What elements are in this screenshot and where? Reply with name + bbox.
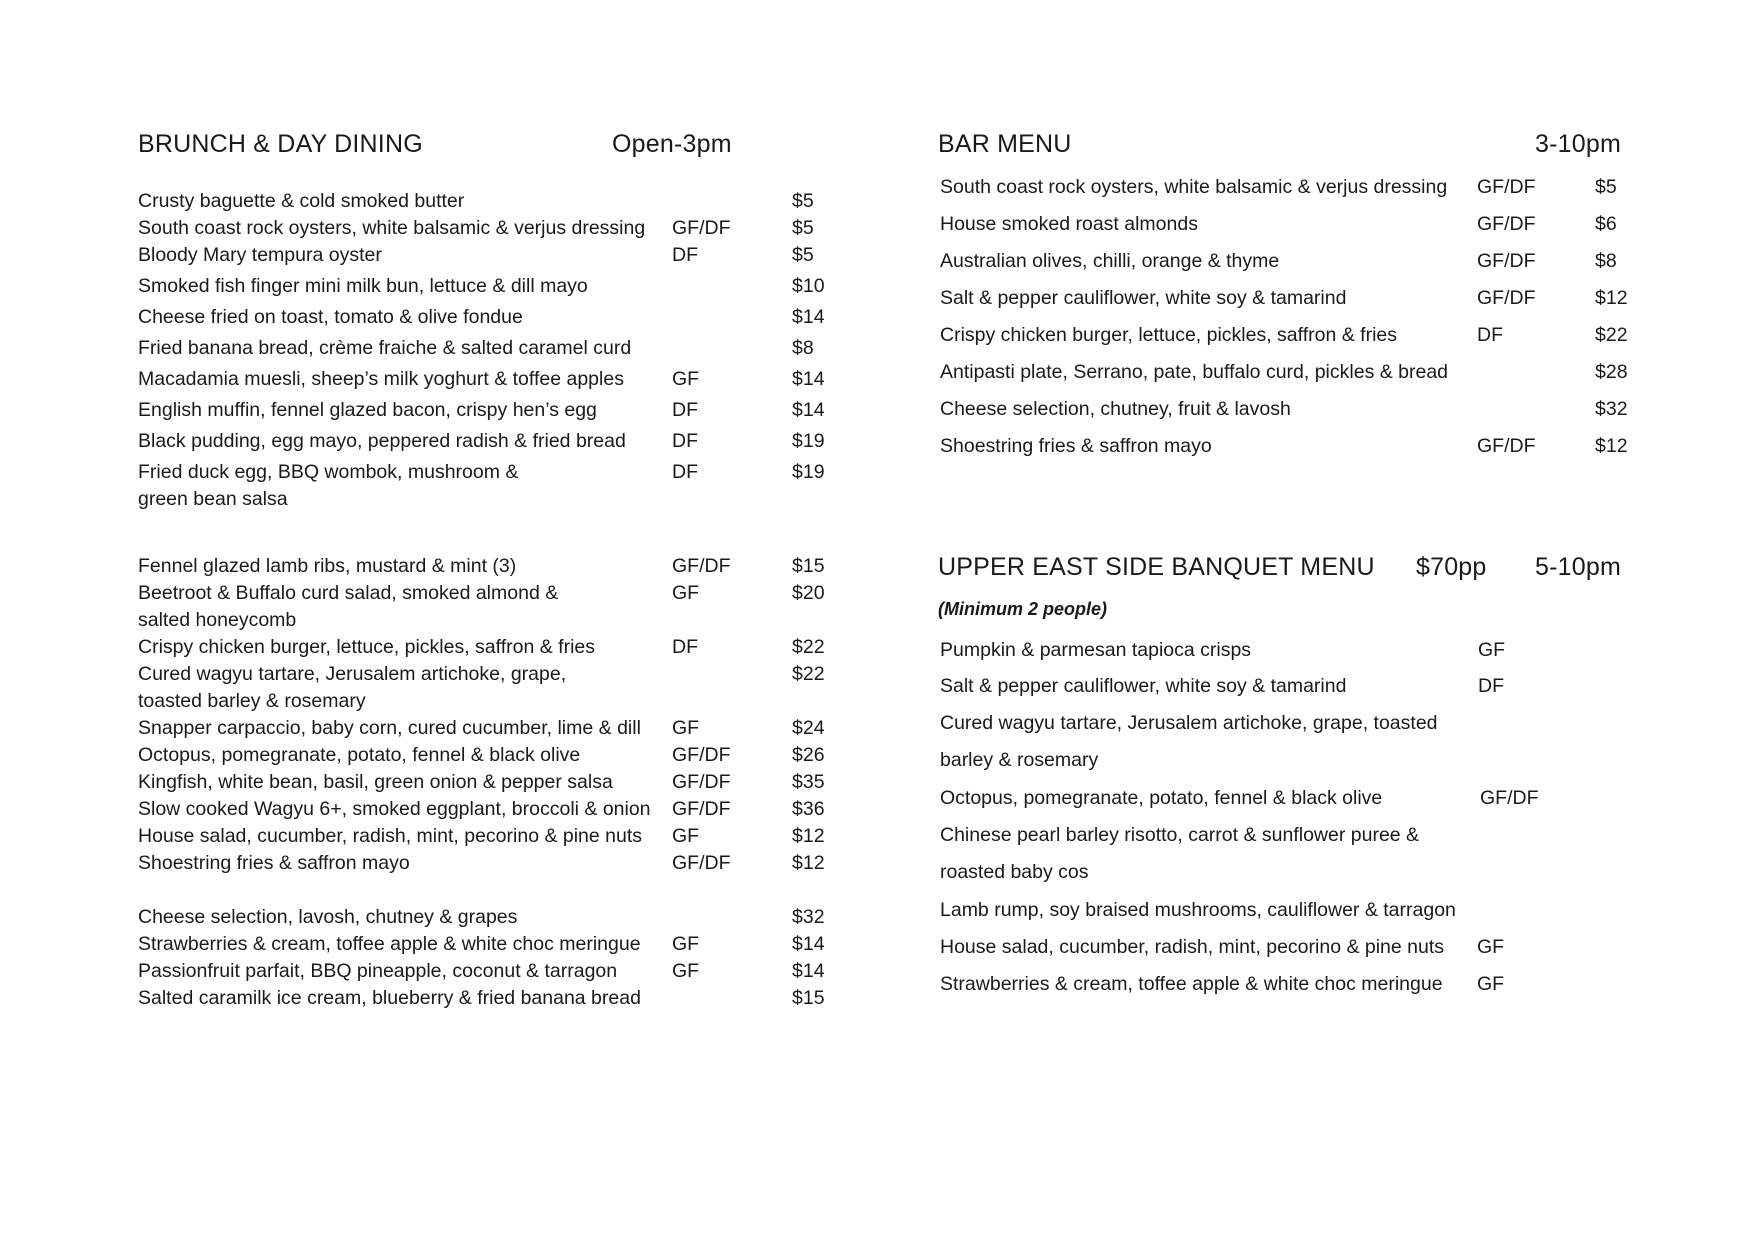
dietary-tag: GF/DF bbox=[672, 798, 731, 820]
dietary-tag: GF/DF bbox=[672, 771, 731, 793]
menu-item-price: $12 bbox=[792, 825, 825, 847]
menu-item-price: $12 bbox=[792, 852, 825, 874]
menu-item-price: $5 bbox=[792, 244, 814, 266]
menu-item-name: Beetroot & Buffalo curd salad, smoked almond & bbox=[138, 582, 559, 604]
menu-item-name-cont: barley & rosemary bbox=[940, 749, 1099, 771]
menu-item-price: $14 bbox=[792, 306, 825, 328]
dietary-tag: GF bbox=[672, 825, 700, 847]
menu-item-name: Shoestring fries & saffron mayo bbox=[940, 435, 1212, 457]
menu-item-price: $36 bbox=[792, 798, 825, 820]
menu-item-name: Bloody Mary tempura oyster bbox=[138, 244, 382, 266]
menu-item-name-cont: salted honeycomb bbox=[138, 609, 297, 631]
dietary-tag: DF bbox=[672, 244, 698, 266]
menu-item-name: Slow cooked Wagyu 6+, smoked eggplant, broccoli & onion bbox=[138, 798, 651, 820]
dietary-tag: GF bbox=[672, 368, 700, 390]
menu-item-price: $20 bbox=[792, 582, 825, 604]
dietary-tag: GF bbox=[672, 960, 700, 982]
menu-item-price: $6 bbox=[1595, 213, 1617, 235]
banquet-hours: 5-10pm bbox=[1535, 553, 1621, 581]
menu-item-name: Fried banana bread, crème fraiche & salted caramel curd bbox=[138, 337, 632, 359]
menu-item-name: Shoestring fries & saffron mayo bbox=[138, 852, 410, 874]
menu-item-price: $19 bbox=[792, 461, 825, 483]
bar-hours: 3-10pm bbox=[1535, 130, 1621, 158]
menu-item-name: Cheese selection, chutney, fruit & lavosh bbox=[940, 398, 1291, 420]
menu-item-price: $19 bbox=[792, 430, 825, 452]
brunch-title: BRUNCH & DAY DINING bbox=[138, 130, 423, 158]
menu-item-price: $28 bbox=[1595, 361, 1628, 383]
menu-item-name: Snapper carpaccio, baby corn, cured cucumber, lime & dill bbox=[138, 717, 641, 739]
menu-item-name: Fennel glazed lamb ribs, mustard & mint (3) bbox=[138, 555, 517, 577]
menu-item-name: Antipasti plate, Serrano, pate, buffalo curd, pickles & bread bbox=[940, 361, 1449, 383]
dietary-tag: DF bbox=[672, 636, 698, 658]
menu-item-name: Octopus, pomegranate, potato, fennel & black olive bbox=[940, 787, 1383, 809]
menu-item-price: $15 bbox=[792, 987, 825, 1009]
dietary-tag: GF bbox=[672, 717, 700, 739]
menu-item-price: $5 bbox=[792, 217, 814, 239]
menu-item-price: $32 bbox=[1595, 398, 1628, 420]
menu-item-name-cont: toasted barley & rosemary bbox=[138, 690, 366, 712]
menu-item-price: $22 bbox=[792, 636, 825, 658]
menu-item-name: Salt & pepper cauliflower, white soy & tamarind bbox=[940, 675, 1347, 697]
menu-item-name: Pumpkin & parmesan tapioca crisps bbox=[940, 639, 1252, 661]
dietary-tag: GF/DF bbox=[1477, 213, 1536, 235]
dietary-tag: GF/DF bbox=[672, 555, 731, 577]
menu-item-name: House smoked roast almonds bbox=[940, 213, 1198, 235]
dietary-tag: GF/DF bbox=[1477, 250, 1536, 272]
menu-item-name: Passionfruit parfait, BBQ pineapple, coconut & tarragon bbox=[138, 960, 618, 982]
dietary-tag: GF/DF bbox=[672, 744, 731, 766]
menu-item-name: Strawberries & cream, toffee apple & white choc meringue bbox=[940, 973, 1443, 995]
menu-item-name-cont: roasted baby cos bbox=[940, 861, 1089, 883]
menu-item-price: $10 bbox=[792, 275, 825, 297]
brunch-hours: Open-3pm bbox=[612, 130, 732, 158]
menu-item-name: Crispy chicken burger, lettuce, pickles, saffron & fries bbox=[138, 636, 596, 658]
menu-item-price: $14 bbox=[792, 399, 825, 421]
dietary-tag: GF bbox=[1477, 973, 1505, 995]
dietary-tag: GF/DF bbox=[1477, 435, 1536, 457]
menu-item-name-cont: green bean salsa bbox=[138, 488, 288, 510]
menu-item-name: Australian olives, chilli, orange & thyme bbox=[940, 250, 1280, 272]
menu-item-name: South coast rock oysters, white balsamic & verjus dressing bbox=[940, 176, 1448, 198]
menu-item-name: Salt & pepper cauliflower, white soy & tamarind bbox=[940, 287, 1347, 309]
menu-item-price: $14 bbox=[792, 960, 825, 982]
banquet-note: (Minimum 2 people) bbox=[938, 599, 1108, 619]
menu-item-name: Cured wagyu tartare, Jerusalem artichoke, grape, toasted bbox=[940, 712, 1438, 734]
dietary-tag: GF bbox=[1478, 639, 1506, 661]
menu-item-price: $26 bbox=[792, 744, 825, 766]
menu-item-name: Macadamia muesli, sheep’s milk yoghurt & toffee apples bbox=[138, 368, 624, 390]
menu-item-name: Strawberries & cream, toffee apple & white choc meringue bbox=[138, 933, 641, 955]
menu-item-name: Crusty baguette & cold smoked butter bbox=[138, 190, 465, 212]
menu-item-name: Chinese pearl barley risotto, carrot & sunflower puree & bbox=[940, 824, 1420, 846]
menu-item-price: $8 bbox=[1595, 250, 1617, 272]
dietary-tag: GF/DF bbox=[672, 217, 731, 239]
menu-item-price: $14 bbox=[792, 368, 825, 390]
dietary-tag: GF bbox=[672, 582, 700, 604]
menu-item-price: $12 bbox=[1595, 435, 1628, 457]
menu-item-name: House salad, cucumber, radish, mint, pecorino & pine nuts bbox=[138, 825, 643, 847]
dietary-tag: DF bbox=[1477, 324, 1503, 346]
menu-item-name: Lamb rump, soy braised mushrooms, cauliflower & tarragon bbox=[940, 899, 1456, 921]
menu-item-name: Smoked fish finger mini milk bun, lettuce & dill mayo bbox=[138, 275, 588, 297]
menu-item-name: Cured wagyu tartare, Jerusalem artichoke, grape, bbox=[138, 663, 567, 685]
menu-item-price: $35 bbox=[792, 771, 825, 793]
menu-item-name: Octopus, pomegranate, potato, fennel & black olive bbox=[138, 744, 581, 766]
menu-item-name: Crispy chicken burger, lettuce, pickles, saffron & fries bbox=[940, 324, 1398, 346]
menu-item-name: Salted caramilk ice cream, blueberry & fried banana bread bbox=[138, 987, 641, 1009]
menu-item-price: $14 bbox=[792, 933, 825, 955]
banquet-title: UPPER EAST SIDE BANQUET MENU bbox=[938, 553, 1375, 581]
menu-item-price: $22 bbox=[1595, 324, 1628, 346]
menu-item-price: $24 bbox=[792, 717, 825, 739]
dietary-tag: DF bbox=[672, 399, 698, 421]
menu-item-name: South coast rock oysters, white balsamic & verjus dressing bbox=[138, 217, 646, 239]
dietary-tag: DF bbox=[672, 430, 698, 452]
dietary-tag: GF/DF bbox=[1477, 176, 1536, 198]
dietary-tag: GF/DF bbox=[672, 852, 731, 874]
menu-item-name: Fried duck egg, BBQ wombok, mushroom & bbox=[138, 461, 519, 483]
menu-item-price: $22 bbox=[792, 663, 825, 685]
menu-item-name: Cheese fried on toast, tomato & olive fondue bbox=[138, 306, 523, 328]
menu-item-price: $5 bbox=[1595, 176, 1617, 198]
dietary-tag: GF/DF bbox=[1480, 787, 1539, 809]
menu-item-name: Cheese selection, lavosh, chutney & grapes bbox=[138, 906, 518, 928]
menu-item-price: $32 bbox=[792, 906, 825, 928]
menu-item-name: Black pudding, egg mayo, peppered radish & fried bread bbox=[138, 430, 626, 452]
bar-title: BAR MENU bbox=[938, 130, 1072, 158]
dietary-tag: GF/DF bbox=[1477, 287, 1536, 309]
menu-item-price: $15 bbox=[792, 555, 825, 577]
menu-item-name: English muffin, fennel glazed bacon, crispy hen’s egg bbox=[138, 399, 597, 421]
dietary-tag: DF bbox=[672, 461, 698, 483]
menu-item-price: $5 bbox=[792, 190, 814, 212]
menu-item-name: House salad, cucumber, radish, mint, pecorino & pine nuts bbox=[940, 936, 1445, 958]
menu-item-name: Kingfish, white bean, basil, green onion & pepper salsa bbox=[138, 771, 613, 793]
menu-item-price: $12 bbox=[1595, 287, 1628, 309]
dietary-tag: GF bbox=[672, 933, 700, 955]
menu-item-price: $8 bbox=[792, 337, 814, 359]
dietary-tag: GF bbox=[1477, 936, 1505, 958]
banquet-price: $70pp bbox=[1416, 553, 1487, 581]
dietary-tag: DF bbox=[1478, 675, 1504, 697]
